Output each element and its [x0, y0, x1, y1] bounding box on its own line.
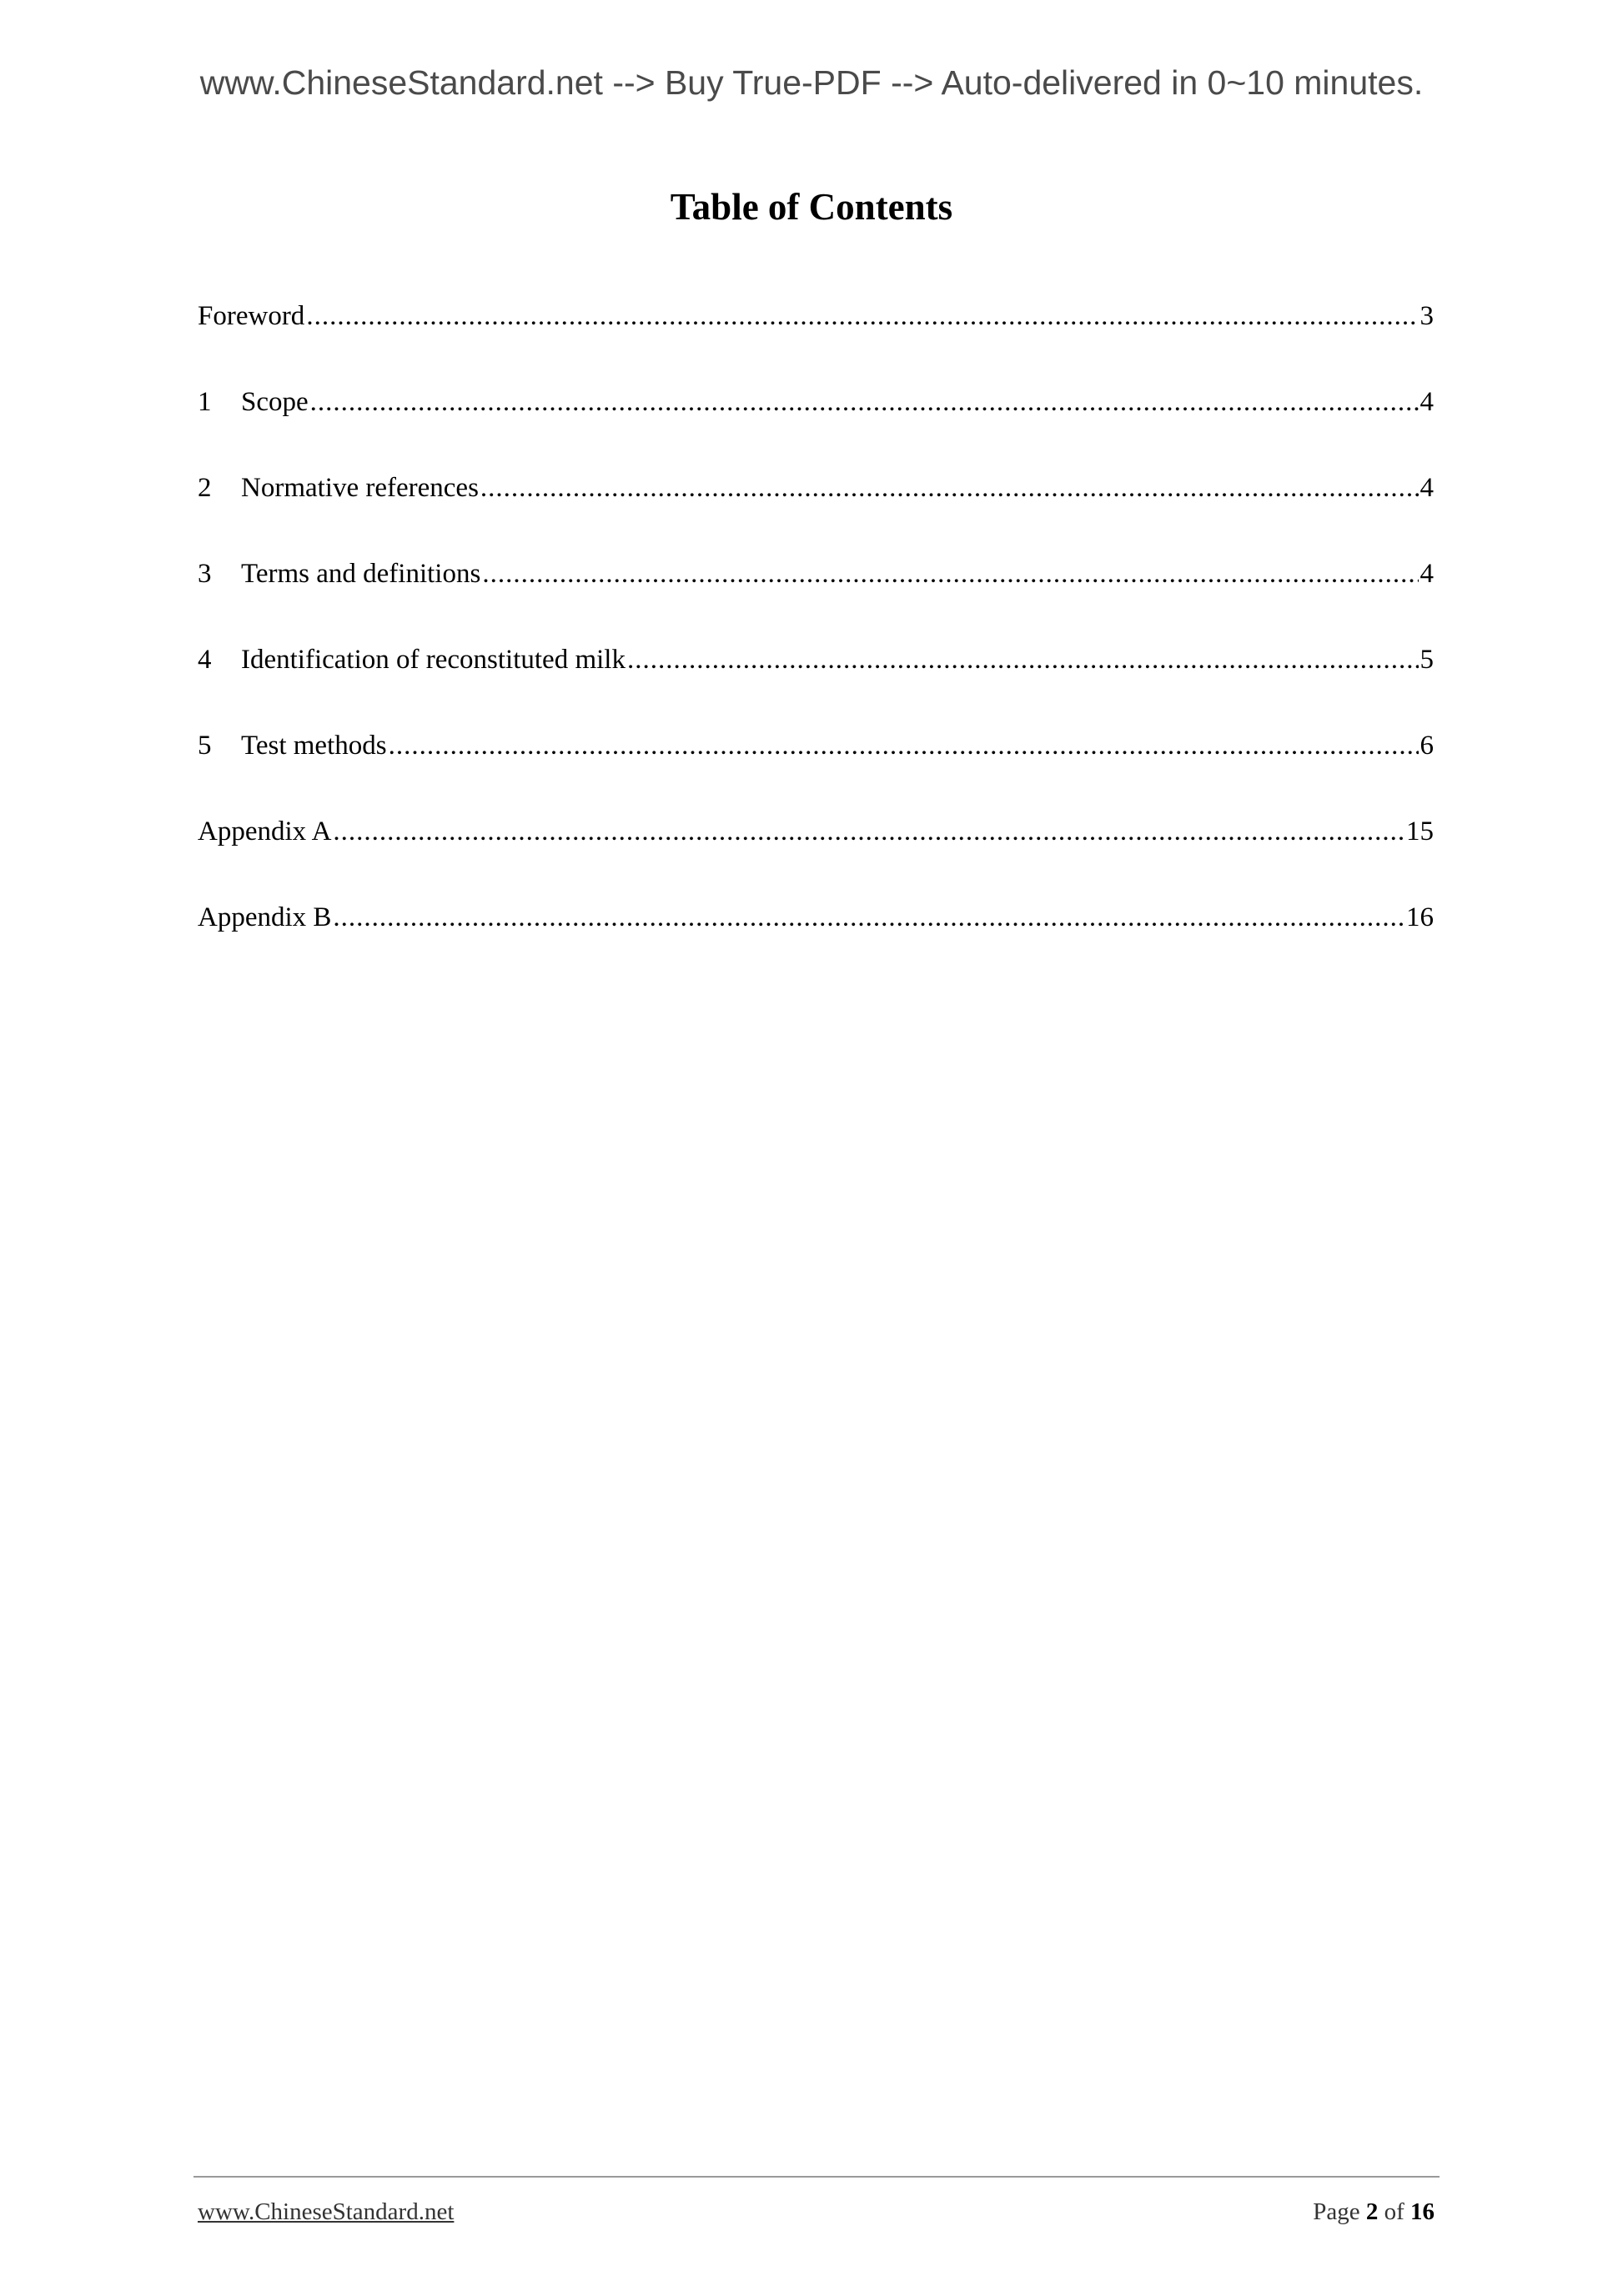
- toc-dot-leader: [482, 555, 1418, 593]
- toc-entry-page: 4: [1419, 387, 1434, 417]
- toc-dot-leader: [306, 297, 1418, 335]
- toc-entry-label: Appendix A: [198, 816, 332, 847]
- toc-entry-foreword[interactable]: [198, 297, 1434, 383]
- toc-entry-page: 6: [1419, 731, 1434, 761]
- toc-entry-number: 1: [198, 387, 212, 417]
- footer-page-total: 16: [1410, 2198, 1435, 2225]
- toc-entry-label: Terms and definitions: [241, 559, 481, 589]
- footer-page-current: 2: [1365, 2198, 1379, 2225]
- toc-entry-label: Identification of reconstituted milk: [241, 645, 626, 675]
- footer-page-of: of: [1384, 2198, 1404, 2225]
- toc-entry-label: Test methods: [241, 731, 387, 761]
- footer-site-link[interactable]: www.ChineseStandard.net: [198, 2198, 455, 2225]
- toc-entry-page: 16: [1406, 902, 1434, 932]
- toc-entry-number: 5: [198, 731, 212, 761]
- toc-dot-leader: [333, 898, 1404, 937]
- footer-page-prefix: Page: [1313, 2198, 1360, 2225]
- toc-title: Table of Contents: [670, 186, 953, 228]
- toc-entry-terms-and-definitions[interactable]: [198, 555, 1434, 641]
- toc-entry-number: 2: [198, 473, 212, 503]
- toc-entry-label: Foreword: [198, 301, 305, 331]
- header-banner-link[interactable]: www.ChineseStandard.net --> Buy True-PDF --> Auto-delivered in 0~10 minutes.: [199, 63, 1424, 102]
- toc-dot-leader: [310, 383, 1419, 421]
- toc-entry-number: 4: [198, 645, 212, 675]
- toc-entry-appendix-a[interactable]: [198, 812, 1434, 898]
- toc-entry-label: Normative references: [241, 473, 479, 503]
- footer-page-indicator: [1313, 2198, 1435, 2226]
- toc-entry-label: Appendix B: [198, 902, 332, 932]
- toc-entry-test-methods[interactable]: [198, 726, 1434, 812]
- toc-list: [198, 297, 1434, 984]
- toc-dot-leader: [389, 726, 1419, 765]
- toc-entry-appendix-b[interactable]: [198, 898, 1434, 984]
- toc-entry-number: 3: [198, 559, 212, 589]
- toc-entry-page: 5: [1419, 645, 1434, 675]
- toc-entry-identification[interactable]: [198, 641, 1434, 726]
- toc-dot-leader: [333, 812, 1404, 851]
- toc-dot-leader: [480, 469, 1419, 507]
- toc-entry-page: 4: [1419, 473, 1434, 503]
- toc-entry-normative-references[interactable]: [198, 469, 1434, 555]
- toc-entry-scope[interactable]: [198, 383, 1434, 469]
- toc-entry-page: 15: [1406, 816, 1434, 847]
- toc-entry-label: Scope: [241, 387, 309, 417]
- footer-divider: [193, 2176, 1440, 2178]
- toc-entry-page: 3: [1419, 301, 1434, 331]
- toc-entry-page: 4: [1419, 559, 1434, 589]
- toc-dot-leader: [627, 641, 1419, 679]
